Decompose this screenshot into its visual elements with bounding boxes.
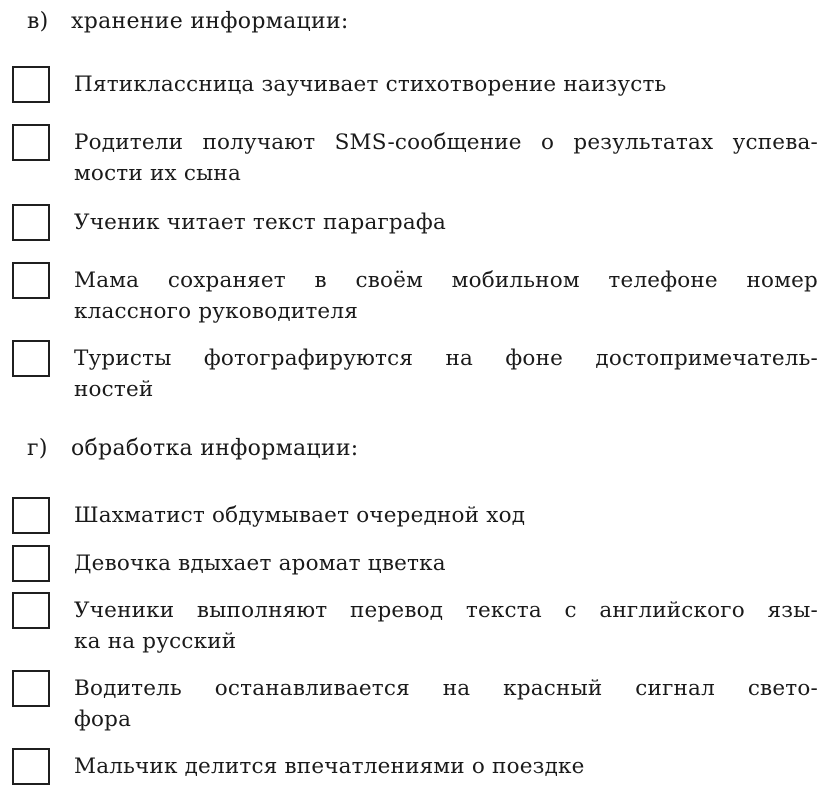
section-marker: в) <box>27 9 49 34</box>
answer-checkbox[interactable] <box>12 497 50 534</box>
item-text-line: Ученик читает текст параграфа <box>74 210 446 235</box>
item-text-line: Водитель останавливается на красный сигнал свето- <box>74 676 818 701</box>
item-text-line: Туристы фотографируются на фоне достопримечатель- <box>74 346 818 371</box>
item-text <box>74 673 818 735</box>
item-text <box>74 595 818 657</box>
answer-checkbox[interactable] <box>12 592 50 629</box>
item-text-line: ка на русский <box>74 629 237 654</box>
item-text <box>74 265 818 327</box>
item-text-line: Пятиклассница заучивает стихотворение наизусть <box>74 72 667 97</box>
answer-checkbox[interactable] <box>12 748 50 785</box>
item-text <box>74 500 818 531</box>
item-text <box>74 548 818 579</box>
item-text-line: классного руководителя <box>74 299 358 324</box>
item-text <box>74 127 818 189</box>
section-heading-processing <box>27 435 359 463</box>
answer-checkbox[interactable] <box>12 670 50 707</box>
answer-checkbox[interactable] <box>12 262 50 299</box>
section-title: хранение информации: <box>71 9 349 34</box>
answer-checkbox[interactable] <box>12 124 50 161</box>
item-text <box>74 207 818 238</box>
section-title: обработка информации: <box>71 436 359 461</box>
item-text-line: Мама сохраняет в своём мобильном телефоне номер <box>74 268 818 293</box>
answer-checkbox[interactable] <box>12 204 50 241</box>
item-text-line: Родители получают SMS-сообщение о результатах успева- <box>74 130 818 155</box>
item-text <box>74 343 818 405</box>
item-text-line: Шахматист обдумывает очередной ход <box>74 503 526 528</box>
item-text <box>74 751 818 782</box>
item-text-line: ностей <box>74 377 154 402</box>
section-heading-storage <box>27 8 349 36</box>
item-text <box>74 69 818 100</box>
section-marker: г) <box>27 436 48 461</box>
answer-checkbox[interactable] <box>12 545 50 582</box>
item-text-line: Девочка вдыхает аромат цветка <box>74 551 446 576</box>
answer-checkbox[interactable] <box>12 340 50 377</box>
answer-checkbox[interactable] <box>12 66 50 103</box>
item-text-line: Мальчик делится впечатлениями о поездке <box>74 754 585 779</box>
item-text-line: мости их сына <box>74 161 241 186</box>
item-text-line: фора <box>74 707 132 732</box>
item-text-line: Ученики выполняют перевод текста с английского язы- <box>74 598 818 623</box>
